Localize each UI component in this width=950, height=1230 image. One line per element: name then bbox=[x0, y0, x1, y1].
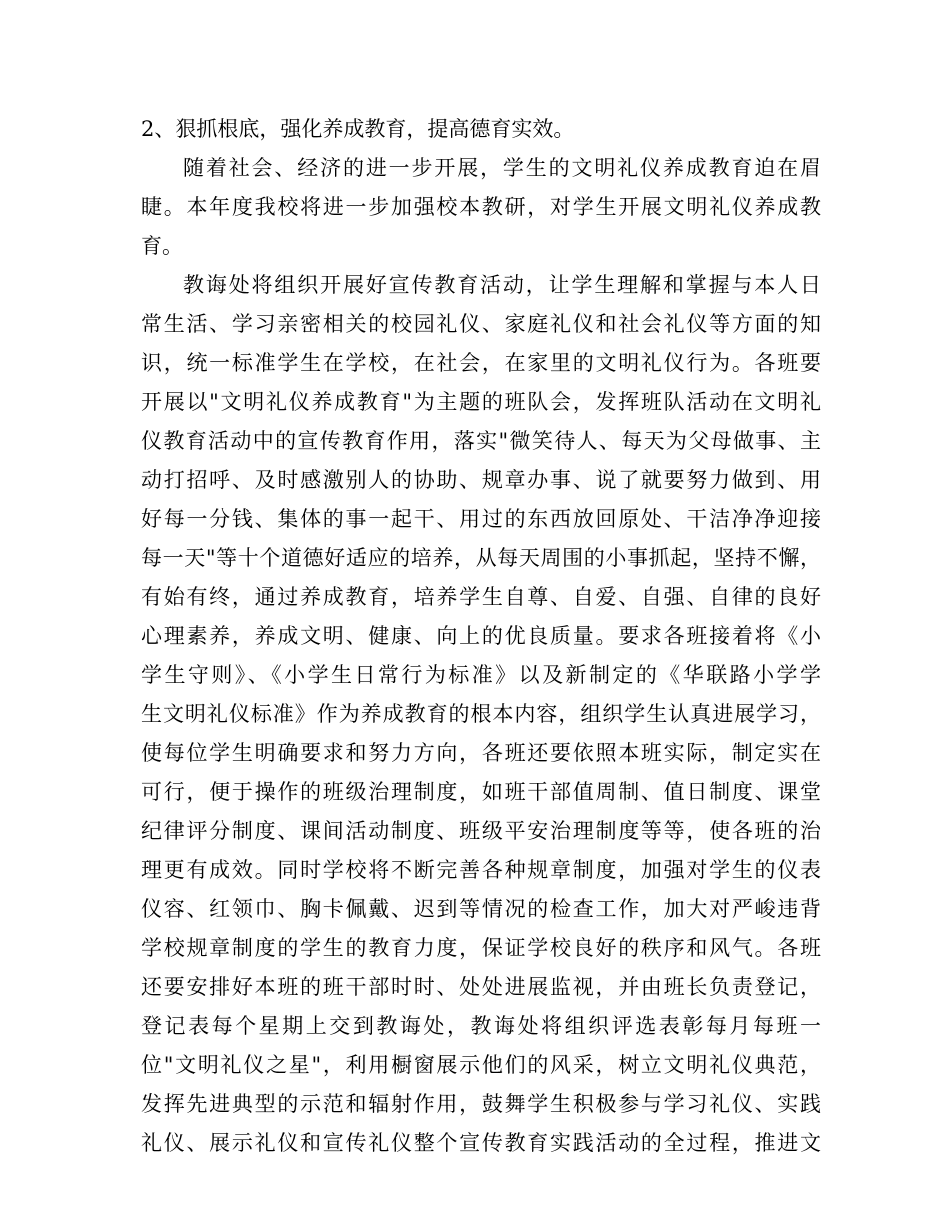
paragraph-line: 纪律评分制度、课间活动制度、班级平安治理制度等等，使各班的治 bbox=[141, 819, 821, 843]
paragraph-line: 动打招呼、及时感激别人的协助、规章办事、说了就要努力做到、用 bbox=[141, 468, 821, 492]
section-heading: 2、狠抓根底，强化养成教育，提高德育实效。 bbox=[141, 117, 575, 141]
paragraph-line: 生文明礼仪标准》作为养成教育的根本内容，组织学生认真进展学习， bbox=[141, 702, 821, 726]
paragraph-line: 理更有成效。同时学校将不断完善各种规章制度，加强对学生的仪表 bbox=[141, 858, 821, 882]
paragraph-line: 随着社会、经济的进一步开展，学生的文明礼仪养成教育迫在眉 bbox=[183, 156, 821, 180]
paragraph-line: 发挥先进典型的示范和辐射作用，鼓舞学生积极参与学习礼仪、实践 bbox=[141, 1092, 821, 1116]
paragraph-line: 睫。本年度我校将进一步加强校本教研，对学生开展文明礼仪养成教 bbox=[141, 195, 821, 219]
paragraph-line: 登记表每个星期上交到教诲处，教诲处将组织评选表彰每月每班一 bbox=[141, 1014, 821, 1038]
paragraph-line: 还要安排好本班的班干部时时、处处进展监视，并由班长负责登记， bbox=[141, 975, 821, 999]
paragraph-line: 常生活、学习亲密相关的校园礼仪、家庭礼仪和社会礼仪等方面的知 bbox=[141, 312, 821, 336]
paragraph-line: 使每位学生明确要求和努力方向，各班还要依照本班实际，制定实在 bbox=[141, 741, 821, 765]
paragraph-line: 仪教育活动中的宣传教育作用，落实"微笑待人、每天为父母做事、主 bbox=[141, 429, 821, 453]
paragraph-line: 识，统一标准学生在学校，在社会，在家里的文明礼仪行为。各班要 bbox=[141, 351, 821, 375]
paragraph-line: 育。 bbox=[141, 234, 183, 258]
paragraph-line: 学校规章制度的学生的教育力度，保证学校良好的秩序和风气。各班 bbox=[141, 936, 821, 960]
paragraph-1 bbox=[141, 149, 821, 266]
paragraph-line: 好每一分钱、集体的事一起干、用过的东西放回原处、干洁净净迎接 bbox=[141, 507, 821, 531]
paragraph-line: 可行，便于操作的班级治理制度，如班干部值周制、值日制度、课堂 bbox=[141, 780, 821, 804]
paragraph-line: 每一天"等十个道德好适应的培养，从每天周围的小事抓起，坚持不懈， bbox=[141, 546, 821, 570]
paragraph-line: 开展以"文明礼仪养成教育"为主题的班队会，发挥班队活动在文明礼 bbox=[141, 390, 821, 414]
paragraph-line: 有始有终，通过养成教育，培养学生自尊、自爱、自强、自律的良好 bbox=[141, 585, 821, 609]
paragraph-line: 位"文明礼仪之星"，利用橱窗展示他们的风采，树立文明礼仪典范， bbox=[141, 1053, 821, 1077]
paragraph-line: 礼仪、展示礼仪和宣传礼仪整个宣传教育实践活动的全过程，推进文 bbox=[141, 1131, 821, 1155]
paragraph-line: 仪容、红领巾、胸卡佩戴、迟到等情况的检查工作，加大对严峻违背 bbox=[141, 897, 821, 921]
paragraph-line: 教诲处将组织开展好宣传教育活动，让学生理解和掌握与本人日 bbox=[183, 273, 821, 297]
paragraph-line: 心理素养，养成文明、健康、向上的优良质量。要求各班接着将《小 bbox=[141, 624, 821, 648]
document-body bbox=[141, 110, 821, 1163]
paragraph-2 bbox=[141, 266, 821, 1163]
paragraph-line: 学生守则》、《小学生日常行为标准》以及新制定的《华联路小学学 bbox=[141, 663, 821, 687]
